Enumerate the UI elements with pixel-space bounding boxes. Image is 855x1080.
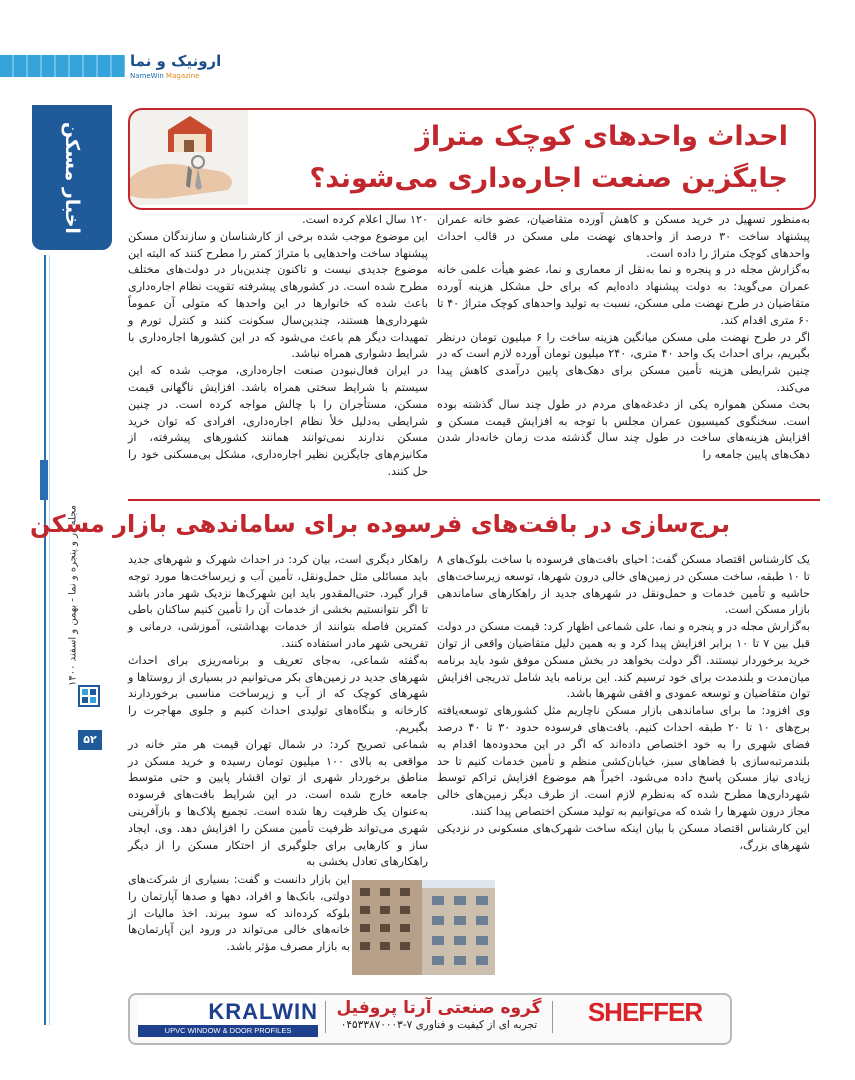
paragraph: بحث مسکن همواره یکی از دغدغه‌های مردم در طول چند سال گذشته بوده است. سخنگوی کمیسیون عمران مجلس با توجه به افزایش قیمت مسکن و افزایش هزینه‌های ساخت در طول چند سال گذشته مدت زمان خانه‌دار شدن دهک‌های پایین جامعه را: [437, 397, 810, 462]
side-marker: [40, 460, 48, 500]
paragraph: به‌گزارش مجله در و پنجره و نما، علی شماعی اظهار کرد: قیمت مسکن در دولت قبل بین ۷ تا ۱۰ برابر افزایش پیدا کرد و به همین دلیل متقاضیان واقعی از توان خرید برخوردار نیستند. اگر دولت بخواهد در بخش مسکن موفق شود باید برنامه میان‌مدت و بلندمدت برای خود ترسیم کند. این برنامه باید شامل تدریجی افزایش توان متقاضیان و توسعه عمودی و افقی شهرها باشد.: [437, 620, 810, 701]
article2-column-left-bottom: [128, 872, 350, 956]
magazine-logo: ارونیک و نما: [130, 52, 222, 70]
side-rule-light: [49, 255, 50, 1025]
paragraph: این کارشناس اقتصاد مسکن با بیان اینکه ساخت شهرک‌های مسکونی در نزدیکی شهرهای بزرگ،: [437, 821, 810, 852]
paragraph: راهکار دیگری است، بیان کرد: در احداث شهرک و شهرهای جدید باید مسائلی مثل حمل‌ونقل، تأمین آب و زیرساخت‌ها مورد توجه قرار گیرد. حتی‌المقدور باید این شهرک‌ها نزدیک شهر مادر باشد تا اگر نتوانستیم بخشی از خدمات آن را تأمین کنیم ساکنان باطی کمترین فاصله بتوانند از خدمات بهداشتی، آموزشی، درمانی و تفریحی شهر مادر استفاده کنند.: [128, 553, 428, 650]
paragraph: وی افزود: ما برای ساماندهی بازار مسکن ناچاریم مثل کشورهای توسعه‌یافته برج‌های ۱۰ تا ۲۰ طبقه احداث کنیم. بافت‌های فرسوده حدود ۳۰ تا ۴۰ درصد فضای شهری را به خود اختصاص داده‌اند که اگر در این محدوده‌ها اقدام به بلندمرتبه‌سازی با فضاهای سبز، خیابان‌کشی منظم و تأمین خدمات کنیم تا حد زیادی نیاز مسکن پاسخ داده می‌شود. اخیراً هم موضوع افزایش تراکم توسط شهرداری‌ها مطرح شده که به‌نظرم لازم است. از طرف دیگر زمین‌های خالی مجاز درون شهرها را شده که می‌توانیم به تولید مسکن اختصاص پیدا کنند.: [437, 704, 811, 818]
article1-headline: [260, 116, 788, 200]
paragraph: این بازار دانست و گفت: بسیاری از شرکت‌های دولتی، بانک‌ها و افراد، دهها و صدها آپارتمان را بلوکه کرده‌اند که سود ببرند. اخذ مالیات از خانه‌های خالی می‌تواند در ورود این آپارتمان‌ها به بازار مصرف مؤثر باشد.: [128, 873, 350, 954]
magazine-logo-sub: [130, 72, 199, 80]
sheffer-logo: SHEFFER: [587, 997, 703, 1027]
paragraph: به‌گزارش مجله در و پنجره و نما به‌نقل از معماری و نما، عضو هیأت علمی خانه عمران می‌گوید: به دولت پیشنهاد داده‌ایم که برای حل مشکل هزینه آورده متقاضیان در طرح نهضت ملی مسکن، نسبت به تولید واحدهای کوچک متراژ ۴۰ تا ۶۰ متری اقدام کند.: [437, 263, 810, 327]
paragraph: یک کارشناس اقتصاد مسکن گفت: احیای بافت‌های فرسوده با ساخت بلوک‌های ۸ تا ۱۰ طبقه، ساخت مسکن در زمین‌های خالی درون شهرها، توسعه زیرساخت‌های حاشیه و تأمین خدمات و حمل‌ونقل در شهرهای جدید از راهکارهای ساماندهی بازار مسکن است.: [437, 553, 810, 617]
article1-column-left: [128, 212, 428, 481]
article2-column-right: [437, 552, 810, 854]
paragraph: شماعی تصریح کرد: در شمال تهران قیمت هر متر خانه در مواقعی به بالای ۱۰۰ میلیون تومان رسیده و خرید مسکن در مناطق برخوردار شهری از توان اقشار پایین و حتی متوسط جامعه خارج شده است. در این شرایط بافت‌های فرسوده به‌عنوان یک ظرفیت رها شده است. تجمیع پلاک‌ها و بازآفرینی شهری می‌تواند ظرفیت تأمین مسکن را افزایش دهد. وی، ایجاد ساز و کارهایی برای جلوگیری از احتکار مسکن را از دیگر راهکارهای تعادل بخشی به: [128, 737, 428, 869]
building-photo: [352, 880, 495, 975]
logo-sub-name: NameWin: [130, 72, 164, 80]
kralwin-brand: KRALWIN: [208, 999, 318, 1024]
paragraph: به‌منظور تسهیل در خرید مسکن و کاهش آورده متقاضیان، عضو خانه عمران پیشنهاد ساخت ۳۰ درصد از واحدهای نهضت ملی مسکن در قالب احداث واحدهای کوچک متراژ را داده است.: [437, 213, 810, 260]
article1-headline-line1: احداث واحدهای کوچک متراژ: [415, 121, 788, 152]
ad-divider: [552, 1001, 553, 1033]
paragraph: به‌گفته شماعی، به‌جای تعریف و برنامه‌ریزی برای احداث شهرهای جدید در زمین‌های بکر می‌توانیم در بسیاری از روستاها و شهرهای کوچک که از آب و زیرساخت مناسبی برخوردارند کارخانه و بنگاه‌های تولیدی احداث کنیم و جلوی مهاجرت را بگیریم.: [128, 653, 428, 734]
window-grid-icon: [78, 685, 100, 707]
article1-headline-line2: جایگزین صنعت اجاره‌داری می‌شوند؟: [309, 163, 788, 194]
logo-sub-magazine: Magazine: [166, 72, 200, 80]
paragraph: ۱۲۰ سال اعلام کرده است.: [302, 213, 428, 226]
paragraph: در ایران فعال‌نبودن صنعت اجاره‌داری، موجب شده که این سیستم با شرایط سختی همراه باشد. افزایش ناگهانی قیمت مسکن، مستأجران را با چالش مواجه کرده است. در چنین شرایطی به‌دلیل خلأ نظام اجاره‌داری، افرادی که توان خرید مسکن ندارند نمی‌توانند همانند کشورهای پیشرفته، از مکانیزم‌های جایگزین نظیر اجاره‌داری، مشکل بی‌مسکنی خود را حل کنند.: [128, 364, 428, 478]
company-tagline-phone: تجربه ای از کیفیت و فناوری ۷-۰۴۵۳۳۸۷۰۰۰۳: [340, 1019, 538, 1031]
company-name: گروه صنعتی آرتا پروفیل: [336, 998, 542, 1018]
side-rule: [44, 255, 46, 1025]
paragraph: اگر در طرح نهضت ملی مسکن میانگین هزینه ساخت را ۶ میلیون تومان درنظر بگیریم، برای احداث یک واحد ۴۰ متری، ۲۴۰ میلیون تومان آورده لازم است که در چنین شرایطی هزینه تأمین مسکن برای دهک‌های پایین درآمدی کاهش پیدا می‌کند.: [437, 330, 811, 394]
issue-line: مجله در و پنجره و نما - بهمن و اسفند ۱۴۰۰: [67, 504, 79, 686]
section-title: اخبار مسکن: [61, 121, 83, 234]
article2-rule: [128, 499, 820, 501]
article2-column-left: [128, 552, 428, 871]
top-color-bar: [0, 55, 125, 77]
article1-column-right: [437, 212, 810, 464]
page-number: ۵۲: [78, 730, 102, 750]
ad-divider: [325, 1001, 326, 1033]
article2-headline: برج‌سازی در بافت‌های فرسوده برای ساماندهی بازار مسکن: [29, 510, 730, 538]
paragraph: این موضوع موجب شده برخی از کارشناسان و سازندگان مسکن پیشنهاد ساخت واحدهایی با متراژ کمتر را مطرح کنند که البته این موضوع جدیدی نیست و تاکنون چندین‌بار در دولت‌های مختلف مطرح شده است. در کشورهای پیشرفته تقویت نظام اجاره‌داری باعث شده که خانوارها در این واحدها که متولی آن عموماً شهرداری‌ها هستند، چندین‌سال سکونت کنند و کنترل تورم و تمهیدات دیگر هم باعث می‌شود که در این کشورها اجاره‌داری با شرایط دشواری همراه نباشد.: [128, 229, 428, 361]
kralwin-tagline: UPVC WINDOW & DOOR PROFILES: [138, 1025, 318, 1037]
